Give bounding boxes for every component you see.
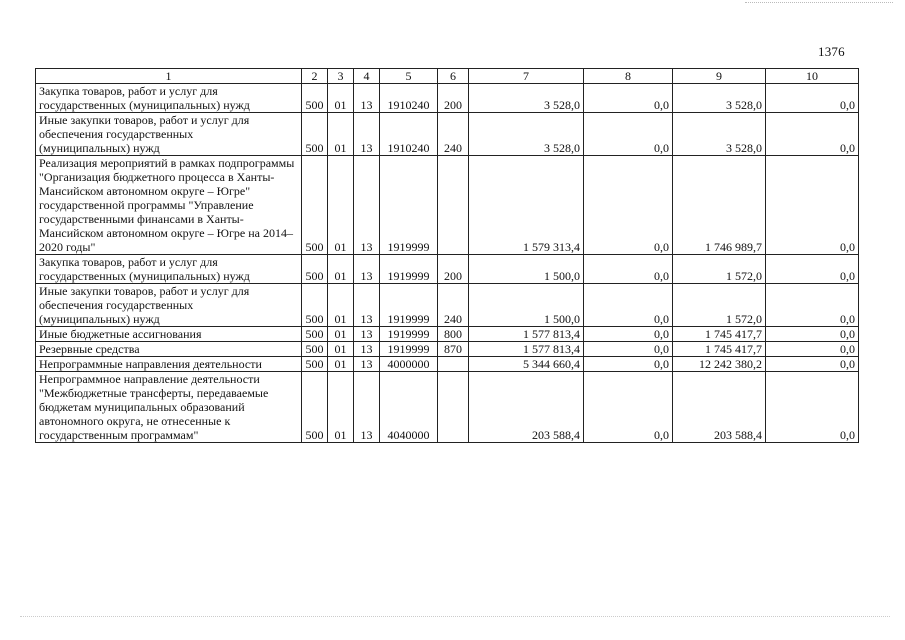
cell-col-8: 0,0 — [584, 284, 673, 327]
cell-col-5: 1910240 — [380, 84, 438, 113]
scan-artifact-top — [745, 2, 893, 3]
cell-col-4: 13 — [354, 156, 380, 255]
cell-col-3: 01 — [328, 284, 354, 327]
cell-col-8: 0,0 — [584, 372, 673, 443]
column-header: 4 — [354, 69, 380, 84]
cell-col-3: 01 — [328, 342, 354, 357]
cell-col-5: 1919999 — [380, 255, 438, 284]
cell-col-4: 13 — [354, 327, 380, 342]
cell-col-9: 1 746 989,7 — [673, 156, 766, 255]
cell-col-4: 13 — [354, 342, 380, 357]
cell-col-4: 13 — [354, 357, 380, 372]
cell-col-9: 1 572,0 — [673, 284, 766, 327]
cell-col-5: 1919999 — [380, 156, 438, 255]
cell-col-7: 1 579 313,4 — [469, 156, 584, 255]
cell-col-9: 203 588,4 — [673, 372, 766, 443]
cell-col-2: 500 — [302, 342, 328, 357]
table-row — [36, 84, 859, 113]
table-header-row — [36, 69, 859, 84]
cell-col-7: 1 500,0 — [469, 255, 584, 284]
cell-col-4: 13 — [354, 255, 380, 284]
cell-col-10: 0,0 — [766, 342, 859, 357]
cell-col-7: 1 500,0 — [469, 284, 584, 327]
row-name-cell: Закупка товаров, работ и услуг для государственных (муниципальных) нужд — [36, 255, 302, 284]
cell-col-10: 0,0 — [766, 327, 859, 342]
cell-col-8: 0,0 — [584, 357, 673, 372]
row-name-cell: Непрограммные направления деятельности — [36, 357, 302, 372]
row-name-cell: Резервные средства — [36, 342, 302, 357]
column-header: 7 — [469, 69, 584, 84]
cell-col-2: 500 — [302, 156, 328, 255]
column-header: 6 — [438, 69, 469, 84]
cell-col-4: 13 — [354, 372, 380, 443]
cell-col-7: 203 588,4 — [469, 372, 584, 443]
column-header: 5 — [380, 69, 438, 84]
cell-col-3: 01 — [328, 156, 354, 255]
cell-col-6: 800 — [438, 327, 469, 342]
cell-col-10: 0,0 — [766, 156, 859, 255]
scan-artifact-bottom — [20, 616, 890, 617]
cell-col-9: 3 528,0 — [673, 113, 766, 156]
column-header: 2 — [302, 69, 328, 84]
table-row — [36, 357, 859, 372]
cell-col-2: 500 — [302, 255, 328, 284]
page-number: 1376 — [818, 44, 845, 59]
cell-col-6: 870 — [438, 342, 469, 357]
cell-col-5: 1919999 — [380, 327, 438, 342]
cell-col-9: 12 242 380,2 — [673, 357, 766, 372]
cell-col-8: 0,0 — [584, 84, 673, 113]
row-name-cell: Закупка товаров, работ и услуг для государственных (муниципальных) нужд — [36, 84, 302, 113]
cell-col-2: 500 — [302, 372, 328, 443]
table-row — [36, 156, 859, 255]
cell-col-5: 4000000 — [380, 357, 438, 372]
cell-col-7: 3 528,0 — [469, 113, 584, 156]
cell-col-2: 500 — [302, 113, 328, 156]
cell-col-3: 01 — [328, 372, 354, 443]
cell-col-2: 500 — [302, 327, 328, 342]
cell-col-3: 01 — [328, 255, 354, 284]
cell-col-10: 0,0 — [766, 255, 859, 284]
row-name-cell: Реализация мероприятий в рамках подпрограммы "Организация бюджетного процесса в Ханты-Мансийском автономном округе – Югре" государственной программы "Управление государственными финансами в Ханты-Мансийском автономном округе – Югре на 2014–2020 годы" — [36, 156, 302, 255]
cell-col-9: 1 572,0 — [673, 255, 766, 284]
cell-col-8: 0,0 — [584, 113, 673, 156]
cell-col-9: 3 528,0 — [673, 84, 766, 113]
cell-col-4: 13 — [354, 284, 380, 327]
cell-col-6 — [438, 156, 469, 255]
cell-col-2: 500 — [302, 84, 328, 113]
cell-col-6 — [438, 372, 469, 443]
cell-col-7: 5 344 660,4 — [469, 357, 584, 372]
cell-col-5: 4040000 — [380, 372, 438, 443]
cell-col-7: 3 528,0 — [469, 84, 584, 113]
cell-col-10: 0,0 — [766, 113, 859, 156]
cell-col-4: 13 — [354, 84, 380, 113]
row-name-cell: Иные бюджетные ассигнования — [36, 327, 302, 342]
cell-col-5: 1910240 — [380, 113, 438, 156]
cell-col-2: 500 — [302, 357, 328, 372]
cell-col-7: 1 577 813,4 — [469, 327, 584, 342]
cell-col-5: 1919999 — [380, 342, 438, 357]
cell-col-3: 01 — [328, 113, 354, 156]
table-row — [36, 342, 859, 357]
cell-col-3: 01 — [328, 327, 354, 342]
cell-col-8: 0,0 — [584, 327, 673, 342]
cell-col-6: 200 — [438, 255, 469, 284]
cell-col-10: 0,0 — [766, 84, 859, 113]
cell-col-4: 13 — [354, 113, 380, 156]
cell-col-5: 1919999 — [380, 284, 438, 327]
row-name-cell: Непрограммное направление деятельности "Межбюджетные трансферты, передаваемые бюджетам муниципальных образований автономного округа, не отнесенные к государственным программам" — [36, 372, 302, 443]
cell-col-8: 0,0 — [584, 255, 673, 284]
cell-col-10: 0,0 — [766, 372, 859, 443]
cell-col-8: 0,0 — [584, 342, 673, 357]
row-name-cell: Иные закупки товаров, работ и услуг для обеспечения государственных (муниципальных) нужд — [36, 284, 302, 327]
table-row — [36, 113, 859, 156]
table-row — [36, 327, 859, 342]
cell-col-9: 1 745 417,7 — [673, 342, 766, 357]
cell-col-2: 500 — [302, 284, 328, 327]
column-header: 8 — [584, 69, 673, 84]
row-name-cell: Иные закупки товаров, работ и услуг для обеспечения государственных (муниципальных) нужд — [36, 113, 302, 156]
cell-col-9: 1 745 417,7 — [673, 327, 766, 342]
column-header: 1 — [36, 69, 302, 84]
cell-col-6: 200 — [438, 84, 469, 113]
column-header: 9 — [673, 69, 766, 84]
table-row — [36, 284, 859, 327]
table-row — [36, 372, 859, 443]
cell-col-3: 01 — [328, 84, 354, 113]
budget-table — [35, 68, 859, 443]
cell-col-10: 0,0 — [766, 284, 859, 327]
cell-col-6: 240 — [438, 113, 469, 156]
column-header: 10 — [766, 69, 859, 84]
cell-col-7: 1 577 813,4 — [469, 342, 584, 357]
column-header: 3 — [328, 69, 354, 84]
table-row — [36, 255, 859, 284]
cell-col-10: 0,0 — [766, 357, 859, 372]
cell-col-6 — [438, 357, 469, 372]
cell-col-3: 01 — [328, 357, 354, 372]
budget-table-container — [35, 68, 859, 443]
cell-col-8: 0,0 — [584, 156, 673, 255]
cell-col-6: 240 — [438, 284, 469, 327]
